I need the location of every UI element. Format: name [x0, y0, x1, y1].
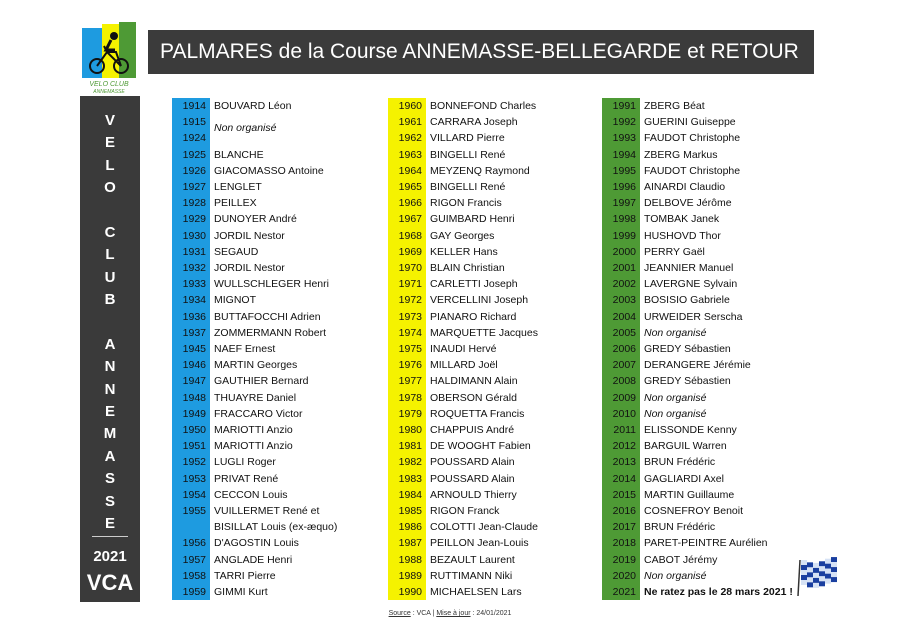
race-year: 2014: [612, 472, 636, 485]
winner-name: BRUN Frédéric: [644, 521, 716, 534]
winner-name: BRUN Frédéric: [644, 456, 716, 469]
winner-name: PARET-PEINTRE Aurélien: [644, 537, 768, 550]
winner-name: PRIVAT René: [214, 472, 279, 485]
race-year: 2010: [612, 407, 636, 420]
race-year: 2002: [612, 278, 636, 291]
winner-name: MARTIN Guillaume: [644, 488, 735, 501]
side-letter: S: [104, 470, 115, 488]
race-year: 1988: [398, 553, 422, 566]
winner-name: Non organisé: [644, 391, 707, 404]
winner-name: MIGNOT: [214, 294, 256, 307]
winner-name: PIANARO Richard: [430, 310, 517, 323]
winner-name: RIGON Francis: [430, 197, 502, 210]
race-year: 1986: [398, 521, 422, 534]
winner-name: OBERSON Gérald: [430, 391, 517, 404]
race-year: 1933: [182, 278, 206, 291]
race-year: 1996: [612, 181, 636, 193]
winner-name: ELISSONDE Kenny: [644, 424, 737, 436]
race-year: 1928: [182, 197, 206, 210]
winner-name: NAEF Ernest: [214, 343, 276, 355]
race-year: 1946: [182, 359, 206, 372]
winner-name: URWEIDER Serscha: [644, 310, 743, 323]
side-letter: C: [104, 223, 116, 241]
race-year: 1953: [182, 472, 206, 485]
race-year: 1965: [398, 181, 422, 193]
race-year: 1999: [612, 229, 636, 242]
race-year: 2019: [612, 553, 636, 566]
race-year: 1973: [398, 310, 422, 323]
race-year: 1998: [612, 213, 636, 226]
winner-name: Ne ratez pas le 28 mars 2021 !: [644, 586, 793, 598]
winner-name: BINGELLI René: [430, 181, 506, 193]
velo-club-logo: [80, 22, 138, 94]
side-letter: N: [104, 380, 116, 398]
race-year: 2013: [612, 456, 636, 469]
winner-name: CHAPPUIS André: [430, 424, 515, 436]
winner-name: LENGLET: [214, 181, 262, 193]
winner-name: MARQUETTE Jacques: [430, 326, 538, 339]
race-year: 1945: [182, 343, 206, 355]
side-letter: M: [103, 425, 117, 443]
side-letter: [80, 312, 140, 334]
winner-name: HUSHOVD Thor: [644, 229, 721, 242]
race-year: 1937: [182, 326, 206, 339]
logo-text-1: VELO CLUB: [89, 81, 129, 88]
race-year: 1951: [182, 440, 206, 453]
side-abbr: VCA: [86, 570, 134, 595]
side-letter: O: [104, 179, 116, 197]
race-year: 1990: [398, 586, 422, 598]
race-year: 1914: [182, 100, 206, 112]
race-year: 1985: [398, 505, 422, 517]
winner-name: CARRARA Joseph: [430, 116, 518, 129]
winner-name: DE WOOGHT Fabien: [430, 440, 531, 453]
race-year: 2007: [612, 359, 636, 372]
winner-name: JORDIL Nestor: [214, 229, 285, 242]
race-year: 2003: [612, 294, 636, 307]
race-year: 1934: [182, 294, 206, 307]
race-year: 1977: [398, 375, 422, 388]
race-year: 1959: [182, 586, 206, 598]
race-year: 1954: [182, 488, 206, 501]
winner-name: AINARDI Claudio: [644, 181, 726, 193]
race-year: 1969: [398, 245, 422, 258]
race-year: 1972: [398, 294, 422, 307]
race-year: 1981: [398, 440, 422, 453]
winner-name: GIACOMASSO Antoine: [214, 164, 324, 177]
side-letter: E: [104, 515, 115, 533]
winner-name: CABOT Jérémy: [644, 553, 718, 566]
race-year: 1975: [398, 343, 422, 355]
winner-name: CECCON Louis: [214, 488, 288, 501]
winner-name: PEILLEX: [214, 197, 257, 210]
winner-name: GUIMBARD Henri: [430, 213, 515, 226]
winner-name: BLANCHE: [214, 148, 264, 161]
race-year: 2000: [612, 245, 636, 258]
race-year: 1962: [398, 132, 422, 145]
col1-note: Non organisé: [214, 122, 277, 134]
race-year: 1970: [398, 262, 422, 274]
race-year: 1948: [182, 391, 206, 404]
source-label: Source: [388, 610, 411, 617]
winner-name: GAGLIARDI Axel: [644, 472, 724, 485]
winner-name: LAVERGNE Sylvain: [644, 278, 738, 291]
side-letters: [80, 110, 140, 535]
winner-name: POUSSARD Alain: [430, 456, 515, 469]
winner-name: COLOTTI Jean-Claude: [430, 521, 538, 534]
race-year: 2008: [612, 375, 636, 388]
race-year: 1971: [398, 278, 422, 291]
winner-name: BONNEFOND Charles: [430, 100, 537, 112]
race-year: 2020: [612, 569, 636, 582]
side-year: 2021: [93, 548, 127, 565]
race-year: 1932: [182, 262, 206, 274]
winner-name: CARLETTI Joseph: [430, 278, 518, 291]
winner-name: GREDY Sébastien: [644, 375, 731, 388]
winner-name: TOMBAK Janek: [644, 213, 720, 226]
side-letter: E: [104, 134, 115, 152]
race-year: 1963: [398, 148, 422, 161]
winner-name: LUGLI Roger: [214, 456, 276, 469]
side-letter: L: [105, 156, 115, 174]
winner-name: ZOMMERMANN Robert: [214, 326, 327, 339]
race-year: 1964: [398, 164, 422, 177]
winner-name: JORDIL Nestor: [214, 262, 285, 274]
side-letter: [80, 200, 140, 222]
race-year: 1997: [612, 197, 636, 210]
race-year: 1930: [182, 229, 206, 242]
race-year: 1924: [182, 132, 206, 145]
race-year: 1958: [182, 569, 206, 582]
race-year: 1927: [182, 181, 206, 193]
page-title: PALMARES de la Course ANNEMASSE-BELLEGARDE et RETOUR: [148, 30, 814, 74]
winner-name: SEGAUD: [214, 245, 259, 258]
side-letter: A: [104, 335, 116, 353]
winner-name: MEYZENQ Raymond: [430, 164, 530, 177]
source-line: [0, 610, 900, 617]
winner-name: BOUVARD Léon: [214, 100, 292, 112]
race-year: 1982: [398, 456, 422, 469]
race-year: 1952: [182, 456, 206, 469]
winner-name: HALDIMANN Alain: [430, 375, 518, 388]
side-letter: L: [105, 246, 115, 264]
race-year: 2004: [612, 310, 636, 323]
race-year: 1915: [182, 116, 206, 129]
race-year: 1966: [398, 197, 422, 210]
race-year: 1987: [398, 537, 422, 550]
winner-name: MARIOTTI Anzio: [214, 440, 293, 453]
race-year: 1994: [612, 148, 636, 161]
winner-name: COSNEFROY Benoit: [644, 505, 744, 517]
winner-name: DUNOYER André: [214, 213, 297, 226]
race-year: 2005: [612, 326, 636, 339]
winner-name: MILLARD Joël: [430, 359, 498, 372]
race-year: 1936: [182, 310, 206, 323]
race-year: 2015: [612, 488, 636, 501]
race-year: 2016: [612, 505, 636, 517]
winner-name: GIMMI Kurt: [214, 586, 268, 598]
winner-name: ROQUETTA Francis: [430, 407, 525, 420]
race-year: 2001: [612, 262, 636, 274]
side-letter: A: [104, 447, 116, 465]
race-year: 2009: [612, 391, 636, 404]
logo-text-2: ANNEMASSE: [93, 89, 125, 94]
winner-name: POUSSARD Alain: [430, 472, 515, 485]
race-year: 1960: [398, 100, 422, 112]
side-divider: [92, 536, 128, 537]
race-year: 1976: [398, 359, 422, 372]
race-year: 1931: [182, 245, 206, 258]
checkered-flag-icon: [796, 556, 838, 596]
winner-name: ARNOULD Thierry: [430, 488, 517, 501]
winner-name: BINGELLI René: [430, 148, 506, 161]
update-label: Mise à jour: [436, 610, 471, 617]
winner-name: MARTIN Georges: [214, 359, 298, 372]
winner-name: JEANNIER Manuel: [644, 262, 734, 274]
race-year: 1974: [398, 326, 422, 339]
race-year: 1925: [182, 148, 206, 161]
winner-name: VILLARD Pierre: [430, 132, 505, 145]
winner-name: FAUDOT Christophe: [644, 132, 741, 145]
race-year: 1929: [182, 213, 206, 226]
race-year: 1995: [612, 164, 636, 177]
winner-name: ZBERG Béat: [644, 100, 705, 112]
winner-name: BEZAULT Laurent: [430, 553, 515, 566]
race-year: 2012: [612, 440, 636, 453]
winner-name: VERCELLINI Joseph: [430, 294, 529, 307]
winner-name: GUERINI Guiseppe: [644, 116, 736, 129]
side-letter: V: [104, 112, 115, 129]
update-text: : 24/01/2021: [470, 610, 512, 617]
race-year: 1961: [398, 116, 422, 129]
winner-name: MICHAELSEN Lars: [430, 586, 522, 598]
winner-name: MARIOTTI Anzio: [214, 424, 293, 436]
race-year: 1968: [398, 229, 422, 242]
race-year: 2017: [612, 521, 636, 534]
race-year: 1992: [612, 116, 636, 129]
winner-name: BOSISIO Gabriele: [644, 294, 730, 307]
winner-name: ZBERG Markus: [644, 148, 718, 161]
winner-name: VUILLERMET René et: [214, 505, 320, 517]
race-year: 2018: [612, 537, 636, 550]
race-year: 1979: [398, 407, 422, 420]
race-year: 1926: [182, 164, 206, 177]
race-year: 1989: [398, 569, 422, 582]
race-year: 1967: [398, 213, 422, 226]
side-banner: [80, 96, 140, 602]
winner-name: RUTTIMANN Niki: [430, 569, 513, 582]
winner-name: GAY Georges: [430, 229, 495, 242]
race-year: 1983: [398, 472, 422, 485]
winner-name: ANGLADE Henri: [214, 553, 293, 566]
race-year: 1978: [398, 391, 422, 404]
winner-name: GAUTHIER Bernard: [214, 375, 309, 388]
winner-name: BUTTAFOCCHI Adrien: [214, 310, 321, 323]
side-letter: B: [104, 291, 116, 309]
race-year: 1957: [182, 553, 206, 566]
race-year: 2006: [612, 343, 636, 355]
side-letter: S: [104, 492, 115, 510]
winner-name: BLAIN Christian: [430, 262, 505, 274]
winner-name: TARRI Pierre: [214, 569, 276, 582]
side-letter: E: [104, 403, 115, 421]
winner-name: PEILLON Jean-Louis: [430, 537, 529, 550]
winner-name: FRACCARO Victor: [214, 407, 303, 420]
winner-name: BARGUIL Warren: [644, 440, 727, 453]
race-year: 2021: [612, 586, 636, 598]
winner-name: INAUDI Hervé: [430, 343, 497, 355]
race-year: 1947: [182, 375, 206, 388]
winner-name: WULLSCHLEGER Henri: [214, 278, 329, 291]
race-year: 2011: [613, 424, 636, 436]
race-year: 1991: [612, 100, 636, 112]
winner-name: RIGON Franck: [430, 505, 500, 517]
race-year: 1955: [182, 505, 206, 517]
winner-name: BISILLAT Louis (ex-æquo): [214, 521, 338, 534]
side-letter: U: [104, 268, 116, 286]
race-year: 1984: [398, 488, 422, 501]
race-year: 1949: [182, 407, 206, 420]
winner-name: FAUDOT Christophe: [644, 164, 741, 177]
race-year: 1950: [182, 424, 206, 436]
winner-name: Non organisé: [644, 407, 707, 420]
winner-name: THUAYRE Daniel: [214, 391, 297, 404]
side-letter: N: [104, 358, 116, 376]
race-year: 1993: [612, 132, 636, 145]
winner-name: DERANGERE Jérémie: [644, 359, 751, 372]
race-year: 1980: [398, 424, 422, 436]
source-text: : VCA |: [410, 610, 437, 617]
winner-name: PERRY Gaël: [644, 245, 705, 258]
winner-name: Non organisé: [644, 326, 707, 339]
winner-name: GREDY Sébastien: [644, 343, 731, 355]
winner-name: DELBOVE Jérôme: [644, 197, 732, 210]
winner-name: Non organisé: [644, 569, 707, 582]
winner-name: KELLER Hans: [430, 245, 498, 258]
winner-name: D'AGOSTIN Louis: [214, 537, 299, 550]
race-year: 1956: [182, 537, 206, 550]
